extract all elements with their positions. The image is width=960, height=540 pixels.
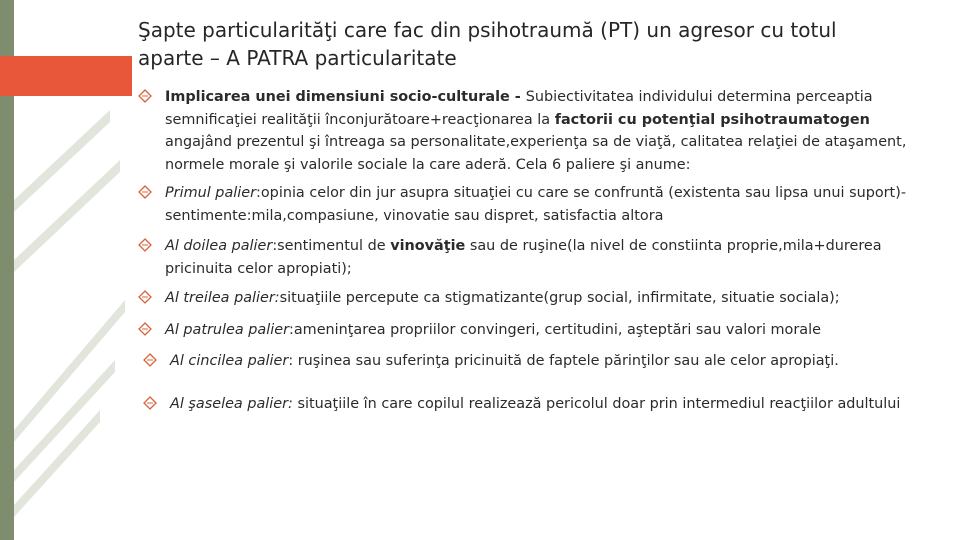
bullet-text-cont: angajând prezentul şi întreaga sa personalitate,experienţa sa de viaţă, calitatea relaţiei de ataşament, normele morale şi valorile sociale la care aderă. Cela 6 paliere şi anume: [165, 134, 907, 173]
bullet-emphasis: factorii cu potenţial psihotraumatogen [554, 111, 870, 128]
diamond-outline-icon [138, 322, 152, 336]
bullet-text: :ameninţarea propriilor convingeri, certitudini, aşteptări sau valori morale [289, 322, 821, 338]
diamond-outline-icon [138, 89, 152, 103]
bullet-lead: Al doilea palier [165, 238, 273, 254]
list-item [138, 86, 933, 176]
list-item [143, 350, 938, 373]
slide-title [138, 16, 938, 72]
list-item [138, 319, 933, 342]
diamond-outline-icon [138, 185, 152, 199]
diamond-outline-icon [143, 353, 157, 367]
bullet-text: :opinia celor din jur asupra situaţiei cu care se confruntă (existenta sau lipsa unui suport)-sentimente:mila,compasiune, vinovatie sau dispret, satisfactia altora [165, 185, 907, 224]
bullet-lead: Implicarea unei dimensiuni socio-culturale - [165, 89, 526, 105]
list-item [138, 235, 933, 280]
bullet-text: :sentimentul de [272, 238, 391, 254]
bullet-lead: Primul palier [165, 185, 257, 201]
list-item [143, 393, 938, 416]
bullet-text: situaţiile în care copilul realizează pericolul doar prin intermediul reacţiilor adultului [292, 396, 901, 412]
title-accent-bar [0, 56, 132, 96]
diamond-outline-icon [138, 290, 152, 304]
list-item [138, 287, 933, 310]
bullet-lead: Al treilea palier: [165, 290, 280, 306]
diamond-outline-icon [143, 396, 157, 410]
slide-title-line-1: Şapte particularităţi care fac din psihotraumă (PT) un agresor cu totul [138, 18, 837, 42]
bullet-text: : ruşinea sau suferinţa pricinuită de faptele părinţilor sau ale celor apropiaţi. [288, 353, 839, 369]
bullet-lead: Al şaselea palier: [170, 396, 293, 412]
bullet-lead: Al cincilea palier [170, 353, 289, 369]
slide-title-line-2: aparte – A PATRA particularitate [138, 46, 457, 70]
diamond-outline-icon [138, 238, 152, 252]
bullet-emphasis: vinovăţie [390, 238, 466, 254]
bullet-text-cont: sau de ruşine(la nivel de constiinta proprie,mila+durerea pricinuita celor apropiati); [165, 238, 882, 277]
list-item [138, 182, 933, 227]
bullet-text: Subiectivitatea individului determina perceaptia semnificaţiei realităţii înconjurătoare+reacţionarea la [165, 89, 873, 128]
bullet-lead: Al patrulea palier [165, 322, 290, 338]
bullet-text: situaţiile percepute ca stigmatizante(grup social, infirmitate, situatie sociala); [279, 290, 840, 306]
